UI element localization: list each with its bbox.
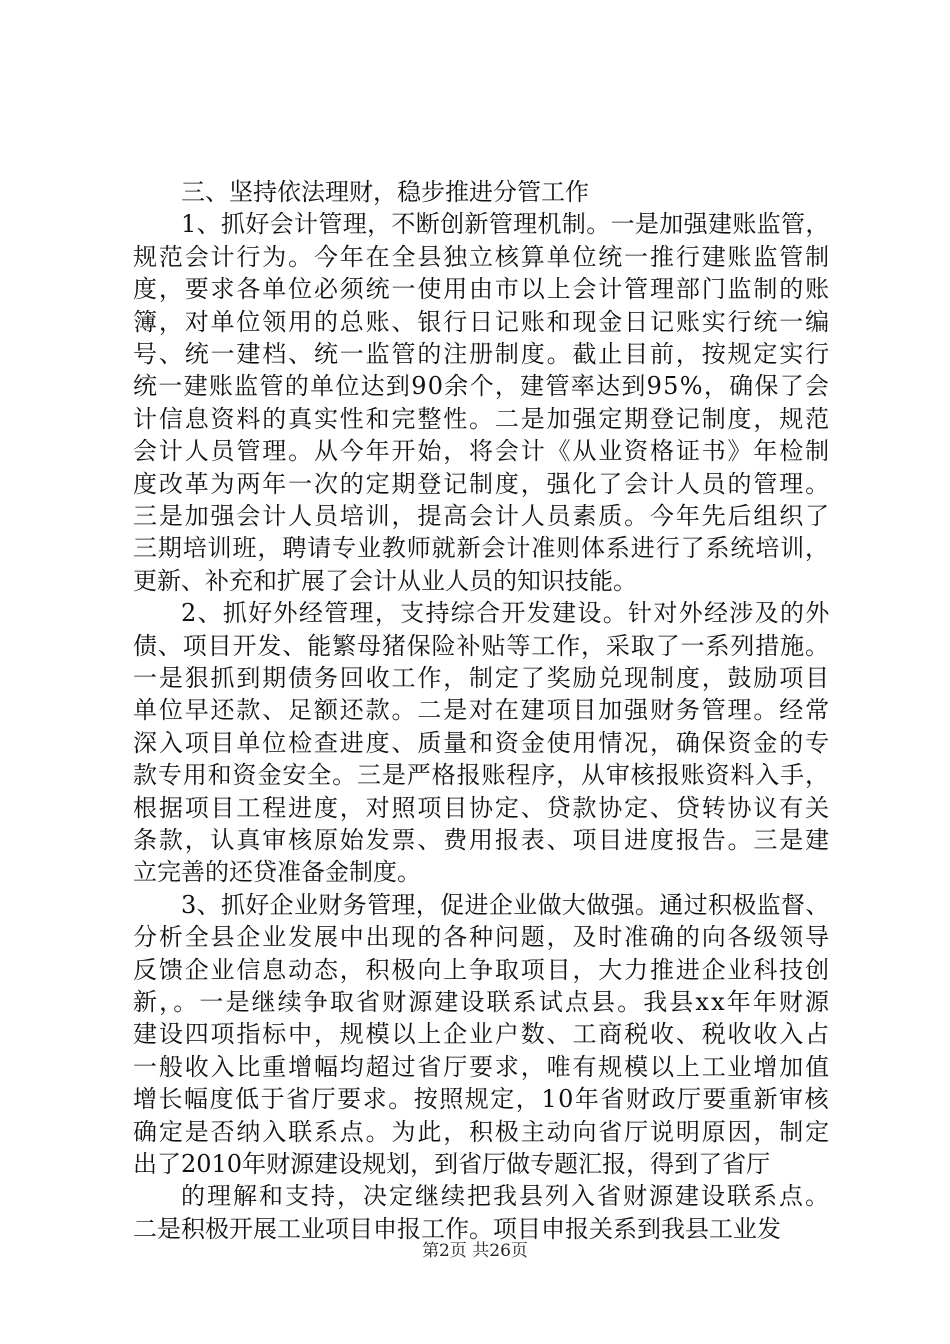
text-line: 建设四项指标中，规模以上企业户数、工商税收、税收收入占 [133, 1020, 831, 1048]
text-line: 度，要求各单位必须统一使用由市以上会计管理部门监制的账 [133, 275, 831, 303]
text-line: 立完善的还贷准备金制度。 [133, 858, 421, 886]
text-line: 款专用和资金安全。三是严格报账程序，从审核报账资料入手， [133, 761, 830, 789]
text-line: 三期培训班，聘请专业教师就新会计准则体系进行了系统培训， [133, 534, 830, 562]
text-line: 更新、补充和扩展了会计从业人员的知识技能。 [133, 567, 637, 595]
text-line: 2、抓好外经管理，支持综合开发建设。针对外经涉及的外 [181, 599, 831, 627]
text-line: 三、坚持依法理财，稳步推进分管工作 [181, 178, 589, 206]
text-line: 反馈企业信息动态，积极向上争取项目，大力推进企业科技创 [133, 956, 831, 984]
text-line: 度改革为两年一次的定期登记制度，强化了会计人员的管理。 [133, 470, 831, 498]
text-line: 一般收入比重增幅均超过省厅要求，唯有规模以上工业增加值 [133, 1053, 831, 1081]
text-line: 分析全县企业发展中出现的各种问题，及时准确的向各级领导 [133, 923, 831, 951]
text-line: 计信息资料的真实性和完整性。二是加强定期登记制度，规范 [133, 405, 831, 433]
text-line: 确定是否纳入联系点。为此，积极主动向省厅说明原因，制定 [133, 1118, 831, 1146]
text-line: 号、统一建档、统一监管的注册制度。截止目前，按规定实行 [133, 340, 831, 368]
text-line: 深入项目单位检查进度、质量和资金使用情况，确保资金的专 [133, 729, 831, 757]
text-line: 债、项目开发、能繁母猪保险补贴等工作，采取了一系列措施。 [133, 632, 830, 660]
text-line: 二是积极开展工业项目申报工作。项目申报关系到我县工业发 [133, 1215, 781, 1243]
text-line: 3、抓好企业财务管理，促进企业做大做强。通过积极监督、 [181, 891, 830, 919]
page-footer: 第2页 共26页 [422, 1241, 528, 1261]
text-line: 规范会计行为。今年在全县独立核算单位统一推行建账监管制 [133, 243, 831, 271]
text-line: 出了2010年财源建设规划，到省厅做专题汇报，得到了省厅 [133, 1150, 771, 1178]
text-line: 根据项目工程进度，对照项目协定、贷款协定、贷转协议有关 [133, 794, 831, 822]
text-line: 会计人员管理。从今年开始，将会计《从业资格证书》年检制 [133, 437, 831, 465]
text-line: 的理解和支持，决定继续把我县列入省财源建设联系点。 [181, 1182, 831, 1210]
text-line: 新，。一是继续争取省财源建设联系试点县。我县xx年年财源 [133, 988, 832, 1016]
text-line: 增长幅度低于省厅要求。按照规定，10年省财政厅要重新审核 [133, 1085, 831, 1113]
text-line: 1、抓好会计管理，不断创新管理机制。一是加强建账监管， [181, 210, 830, 238]
text-line: 一是狠抓到期债务回收工作，制定了奖励兑现制度，鼓励项目 [133, 664, 831, 692]
text-line: 三是加强会计人员培训，提高会计人员素质。今年先后组织了 [133, 502, 831, 530]
text-line: 簿，对单位领用的总账、银行日记账和现金日记账实行统一编 [133, 308, 831, 336]
text-line: 单位早还款、足额还款。二是对在建项目加强财务管理。经常 [133, 696, 831, 724]
text-line: 条款，认真审核原始发票、费用报表、项目进度报告。三是建 [133, 826, 831, 854]
text-line: 统一建账监管的单位达到90余个，建管率达到95%，确保了会 [133, 372, 831, 400]
